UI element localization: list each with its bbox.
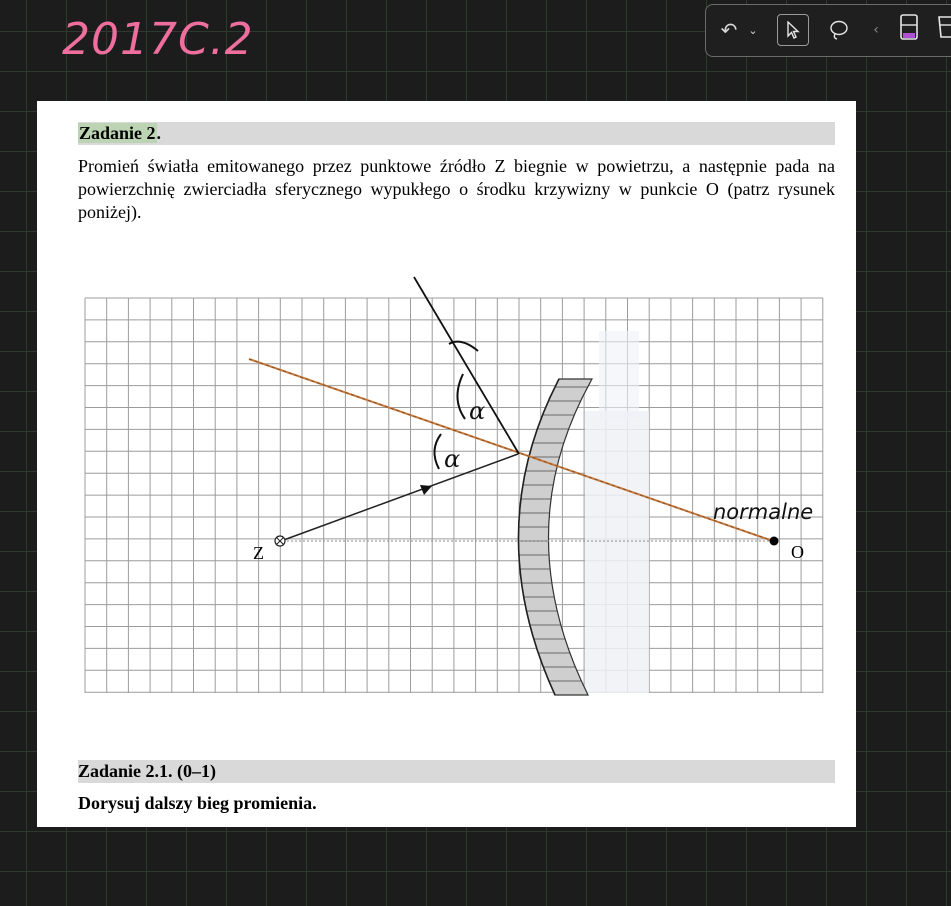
mirror-backdrop (585, 411, 649, 693)
exam-page (37, 101, 856, 827)
label-o: O (791, 542, 804, 562)
subtask-heading: Zadanie 2.1. (0–1) (78, 760, 835, 783)
task-description: Promień światła emitowanego przez punktowe źródło Z biegnie w powietrzu, a następnie pada na powierzchnię zwierciadła sferycznego wypukłego o środku krzywizny w punkcie O (patrz rysunek poniżej). (78, 156, 835, 222)
pen-icon[interactable] (898, 11, 920, 49)
cursor-select-icon[interactable] (777, 14, 809, 46)
drawing-toolbar (705, 4, 951, 57)
handwritten-normal-label: normalne (713, 500, 814, 524)
angle-label-upper: α (469, 397, 486, 425)
undo-icon[interactable]: ↶ (720, 18, 738, 42)
handwritten-title: 2017C.2 (62, 14, 254, 65)
center-point (770, 537, 779, 546)
mirror-backdrop-top (599, 331, 639, 421)
task-heading: Zadanie 2. (78, 122, 835, 145)
lasso-icon[interactable] (824, 14, 854, 46)
label-z: Z (253, 543, 264, 563)
task-instruction: Dorysuj dalszy bieg promienia. (78, 793, 317, 813)
highlighter-icon[interactable] (936, 11, 951, 49)
chevron-left-icon[interactable]: ‹ (873, 22, 879, 38)
angle-label-lower: α (444, 445, 461, 473)
chevron-down-icon[interactable]: ⌄ (748, 23, 758, 37)
optics-figure (37, 101, 856, 827)
